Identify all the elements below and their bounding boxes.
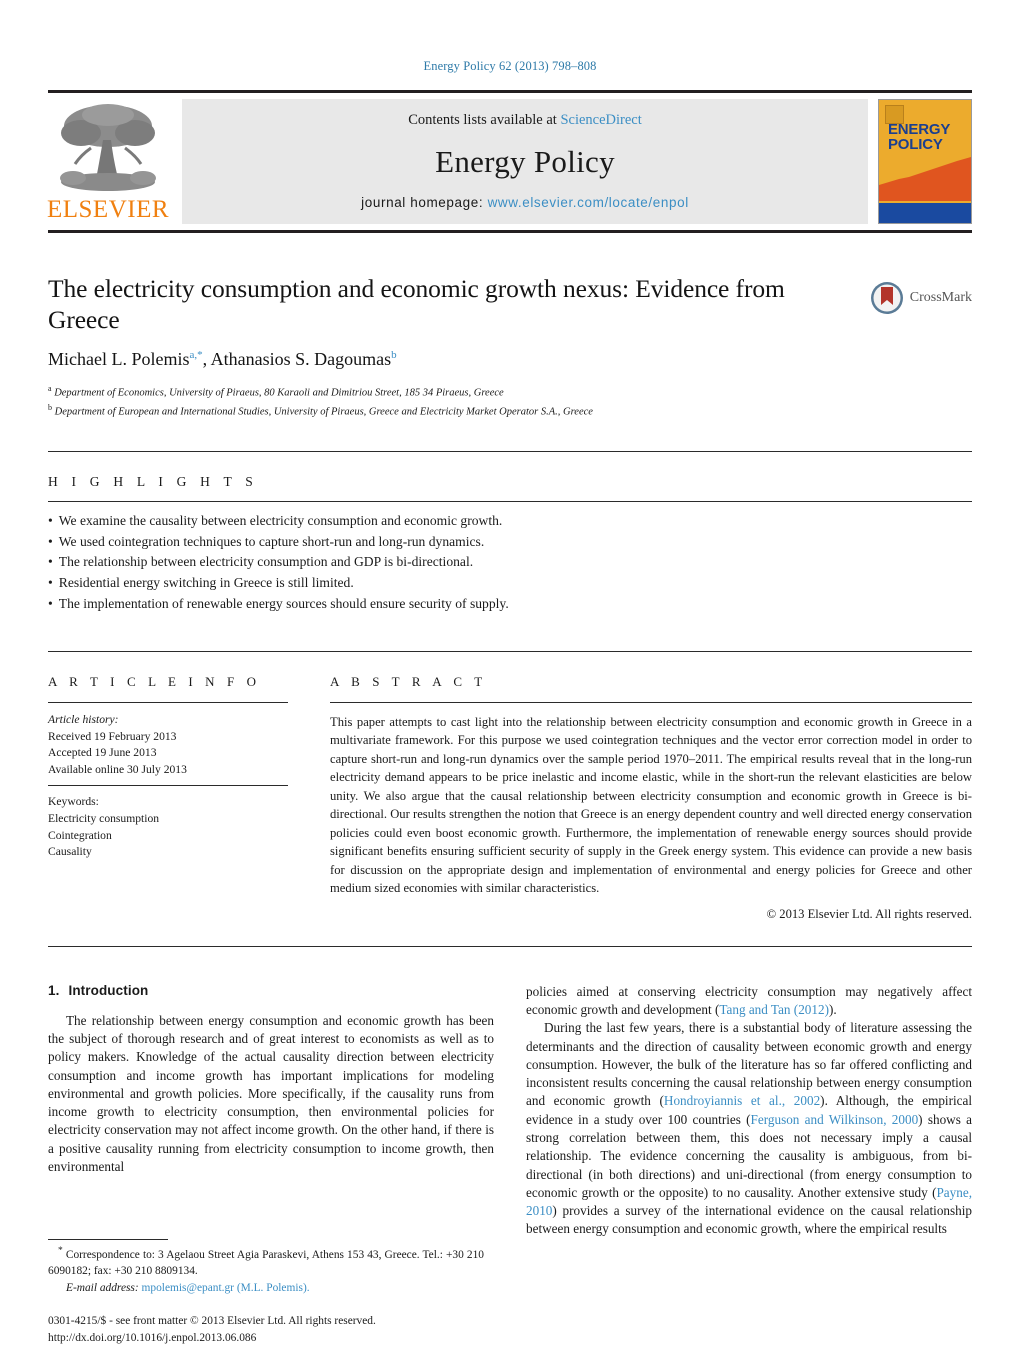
highlights-heading-rule	[48, 501, 972, 502]
footnote-email	[48, 1280, 484, 1297]
email-label: E-mail address:	[66, 1282, 139, 1295]
keyword-item: Cointegration	[48, 828, 112, 842]
article-history-rule	[48, 785, 288, 786]
article-history-block	[48, 712, 330, 779]
highlights-heading: H I G H L I G H T S	[48, 473, 258, 489]
affiliation-a-marker: a	[48, 384, 52, 394]
article-available-date: Available online 30 July 2013	[48, 763, 187, 777]
cover-title-line2: POLICY	[888, 136, 943, 154]
abstract-copyright: © 2013 Elsevier Ltd. All rights reserved.	[766, 906, 972, 921]
cover-title	[888, 122, 950, 153]
list-item: • We used cointegration techniques to capture short-run and long-run dynamics.	[48, 532, 972, 553]
body-left-column	[48, 983, 494, 1239]
section-number: 1.	[48, 982, 60, 998]
footnote-correspondence	[48, 1245, 484, 1280]
elsevier-wordmark: ELSEVIER	[46, 196, 170, 223]
author-name-1: Michael L. Polemis	[48, 349, 190, 370]
cover-bottom-band	[879, 203, 971, 223]
citation-link[interactable]: Ferguson and Wilkinson, 2000	[750, 1111, 919, 1127]
article-info-abstract-columns	[48, 674, 972, 922]
abstract-bottom-rule	[48, 946, 972, 947]
correspondence-marker: *	[58, 1245, 63, 1256]
elsevier-logo	[48, 99, 168, 224]
citation-link[interactable]: Hondroyiannis et al., 2002	[663, 1093, 821, 1109]
doi-link[interactable]: http://dx.doi.org/10.1016/j.enpol.2013.06.086	[48, 1331, 257, 1344]
correspondence-text: Correspondence to: 3 Agelaou Street Agia Paraskevi, Athens 153 43, Greece. Tel.: +30 210 6090182; fax: +30 210 8809134.	[48, 1248, 484, 1277]
article-accepted-date: Accepted 19 June 2013	[48, 746, 157, 760]
affiliations	[48, 383, 972, 421]
crossmark-icon	[870, 281, 904, 315]
journal-homepage-link[interactable]: www.elsevier.com/locate/enpol	[487, 195, 689, 210]
affiliation-b	[48, 402, 972, 421]
sciencedirect-link[interactable]: ScienceDirect	[560, 112, 642, 128]
article-info-rule	[48, 702, 288, 703]
article-info-heading: A R T I C L E I N F O	[48, 673, 261, 689]
email-link[interactable]: mpolemis@epant.gr	[141, 1282, 234, 1295]
body-right-column	[526, 983, 972, 1239]
para-text: ) shows a strong correlation between them, this does not necessary imply a causal relationship. The evidence concerning the causality is ambiguous, from bi-directional (in both directions) and uni-directional (from energy consumption to economic growth or the opposite) to no causality. Another extensive study (	[526, 1111, 972, 1200]
masthead-center-panel	[182, 99, 868, 224]
author-separator: ,	[202, 349, 211, 370]
footnote-area	[48, 1239, 484, 1297]
body-paragraph	[526, 983, 972, 1020]
affiliation-b-text: Department of European and International Studies, University of Piraeus, Greece and Electricity Market Operator S.A., Greece	[54, 406, 593, 418]
section-heading-introduction	[48, 983, 494, 998]
homepage-prefix: journal homepage:	[361, 195, 484, 210]
article-info-column	[48, 674, 330, 922]
keywords-block	[48, 794, 330, 861]
keywords-label: Keywords:	[48, 794, 99, 808]
citation-link[interactable]: Payne, 2010	[526, 1184, 972, 1219]
article-received-date: Received 19 February 2013	[48, 729, 177, 743]
abstract-text: This paper attempts to cast light into the relationship between electricity consumption and economic growth in Greece in a multivariate framework. For this purpose we used cointegration techniques and the vector error correction model in order to capture short-run and long-run dynamics over the sample period 1970–2011. The empirical results reveal that in the long-run electricity demand appears to be price inelastic and income elastic, while in the short-run the relevant elasticities are below unity. We also argue that the causal relationship between electricity consumption and economic growth in Greece is bi-directional. Our results strengthen the notion that Greece is an energy dependent country and well directed energy conservation policies could even boost economic growth. Furthermore, the implementation of renewable energy sources should provide significant benefits ensuring sufficient security of supply in the Greek energy system. This evidence can provide a new basis for discussion on the appropriate design and implementation of environmental and energy policies for Greece and other medium sized economies with similar characteristics.	[330, 714, 972, 896]
list-item: • We examine the causality between electricity consumption and economic growth.	[48, 511, 972, 532]
journal-homepage-line	[361, 195, 689, 210]
highlights-ul	[48, 511, 972, 615]
crossmark-badge[interactable]	[870, 281, 972, 315]
highlights-list	[48, 511, 972, 615]
body-paragraph	[526, 1019, 972, 1238]
section-title: Introduction	[68, 982, 149, 998]
author-1-affil-marker[interactable]: a,*	[189, 349, 203, 362]
citation-link[interactable]: Tang and Tan (2012)	[719, 1002, 829, 1018]
cover-wave-graphic	[879, 155, 971, 201]
abstract-column	[330, 674, 972, 922]
contents-line	[408, 112, 642, 129]
title-block	[48, 273, 972, 421]
journal-masthead	[48, 90, 972, 224]
cover-title-line1: ENERGY	[888, 121, 951, 138]
running-head: Energy Policy 62 (2013) 798–808	[423, 59, 597, 73]
masthead-bottom-rule	[48, 230, 972, 233]
body-columns	[48, 983, 972, 1239]
email-owner: (M.L. Polemis).	[236, 1282, 310, 1295]
list-item: • The implementation of renewable energy sources should ensure security of supply.	[48, 594, 972, 615]
affiliation-a-text: Department of Economics, University of Piraeus, 80 Karaoli and Dimitriou Street, 185 34 Piraeus, Greece	[54, 387, 504, 399]
highlights-top-rule	[48, 451, 972, 452]
abstract-heading: A B S T R A C T	[330, 673, 487, 689]
keyword-item: Causality	[48, 845, 92, 859]
issn-front-matter: 0301-4215/$ - see front matter © 2013 Elsevier Ltd. All rights reserved.	[48, 1314, 376, 1327]
imprint-block	[48, 1313, 376, 1347]
author-name-2: Athanasios S. Dagoumas	[210, 349, 392, 370]
author-2-affil-marker[interactable]: b	[391, 349, 397, 362]
footnote-rule	[48, 1239, 168, 1240]
contents-prefix: Contents lists available at	[408, 112, 557, 128]
para-text: During the last few years, there is a substantial body of literature assessing the determinants and the direction of causality between economic growth and energy consumption. However, the bulk of the literature has so far offered conflicting and inconsistent results concerning the causal relationship between energy consumption and economic growth (	[526, 1020, 972, 1109]
list-item: • Residential energy switching in Greece is still limited.	[48, 573, 972, 594]
affiliation-b-marker: b	[48, 402, 52, 412]
article-history-label: Article history:	[48, 712, 119, 726]
para-text: ) provides a survey of the international evidence on the causal relationship between energy consumption and economic growth, where the empirical results	[526, 1203, 972, 1237]
journal-title: Energy Policy	[435, 144, 615, 179]
crossmark-label: CrossMark	[909, 290, 972, 305]
elsevier-tree-icon	[53, 100, 163, 196]
author-list	[48, 349, 972, 370]
journal-cover-thumbnail[interactable]	[878, 99, 972, 224]
para-text: ). Although, the empirical evidence in a study over 100 countries (	[526, 1093, 973, 1127]
abstract-rule	[330, 702, 972, 703]
para-text: ).	[828, 1002, 837, 1018]
list-item: • The relationship between electricity consumption and GDP is bi-directional.	[48, 552, 972, 573]
body-paragraph: The relationship between energy consumption and economic growth has been the subject of thorough research and of great interest to economists as well as to policy makers. Knowledge of the actual causality direction between electricity consumption and income growth has important implications for modeling environmental and growth policies. More specifically, if the causality runs from income growth to electricity consumption, then environmental policies for electricity conservation may not affect income growth. On the other hand, if there is a positive causality running from electricity consumption to income growth, then environmental	[48, 1012, 494, 1174]
affiliation-a	[48, 383, 972, 402]
page-title: The electricity consumption and economic growth nexus: Evidence from Greece	[48, 274, 785, 335]
abstract-top-rule	[48, 651, 972, 652]
keyword-item: Electricity consumption	[48, 811, 160, 825]
para-text: policies aimed at conserving electricity consumption may negatively affect economic growth and development (	[526, 983, 972, 1018]
